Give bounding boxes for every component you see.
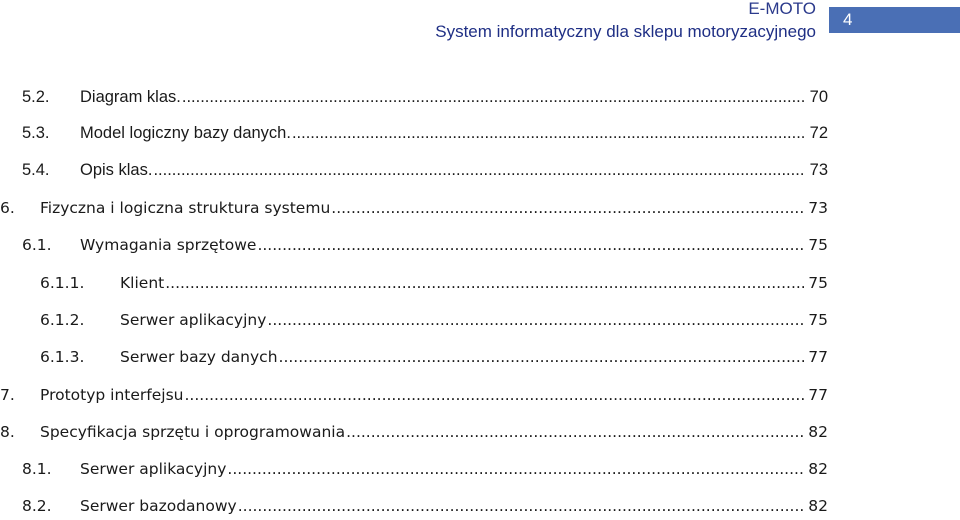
toc-entry-page: 77 [808,348,828,366]
toc-entry-label: Opis klas. [80,161,153,179]
toc-entry-page: 82 [808,497,828,515]
toc-entry-number: 6. [0,199,15,217]
toc-leader-dots [165,272,805,294]
toc-entry-label: Serwer bazodanowy [80,497,237,515]
toc-entry[interactable] [22,234,828,256]
toc-entry[interactable] [22,495,828,517]
toc-entry-label: Wymagania sprzętowe [80,236,257,254]
toc-entry-label: Model logiczny bazy danych. [80,124,291,142]
toc-entry[interactable] [22,159,828,181]
toc-leader-dots [182,86,805,108]
toc-leader-dots [238,495,805,517]
toc-entry-number: 7. [0,386,15,404]
toc-entry-label: Serwer bazy danych [120,348,278,366]
toc-entry-label: Serwer aplikacyjny [120,311,267,329]
toc-entry-page: 75 [808,236,828,254]
toc-entry[interactable] [22,86,828,108]
toc-entry-page: 73 [809,161,828,179]
toc-leader-dots [331,197,805,219]
toc-leader-dots [267,309,805,331]
toc-entry-page: 82 [808,423,828,441]
toc-entry-number: 5.4. [22,161,50,179]
toc-entry[interactable] [40,309,828,331]
toc-entry[interactable] [22,122,828,144]
toc-entry-number: 5.2. [22,88,50,106]
toc-entry-label: Fizyczna i logiczna struktura systemu [40,199,331,217]
toc-leader-dots [153,159,805,181]
toc-entry[interactable] [0,384,828,406]
toc-entry-number: 6.1.1. [40,274,85,292]
toc-entry-page: 75 [808,274,828,292]
toc-entry-number: 6.1.2. [40,311,85,329]
toc-leader-dots [257,234,805,256]
toc-entry-page: 77 [808,386,828,404]
toc-leader-dots [346,421,805,443]
toc-leader-dots [184,384,805,406]
toc-entry-number: 8.1. [22,460,52,478]
toc-entry-page: 72 [809,124,828,142]
page-number-badge: 4 [829,7,960,33]
toc-leader-dots [279,346,805,368]
toc-entry-label: Klient [120,274,165,292]
toc-entry-label: Specyfikacja sprzętu i oprogramowania [40,423,346,441]
toc-entry-label: Serwer aplikacyjny [80,460,227,478]
header-subtitle: System informatyczny dla sklepu motoryzacyjnego [435,22,816,41]
toc-entry-number: 6.1.3. [40,348,85,366]
toc-leader-dots [227,458,805,480]
toc-entry-number: 5.3. [22,124,50,142]
toc-entry[interactable] [22,458,828,480]
toc-entry-label: Diagram klas. [80,88,181,106]
toc-entry-label: Prototyp interfejsu [40,386,184,404]
toc-entry-number: 8. [0,423,15,441]
toc-entry-page: 70 [809,88,828,106]
toc-entry-number: 8.2. [22,497,52,515]
header-title: E-MOTO [748,0,816,18]
toc-entry-page: 73 [808,199,828,217]
toc-entry[interactable] [0,421,828,443]
toc-entry[interactable] [0,197,828,219]
toc-leader-dots [292,122,805,144]
toc-entry-number: 6.1. [22,236,52,254]
toc-entry[interactable] [40,346,828,368]
toc-entry-page: 75 [808,311,828,329]
toc-entry[interactable] [40,272,828,294]
toc-entry-page: 82 [808,460,828,478]
